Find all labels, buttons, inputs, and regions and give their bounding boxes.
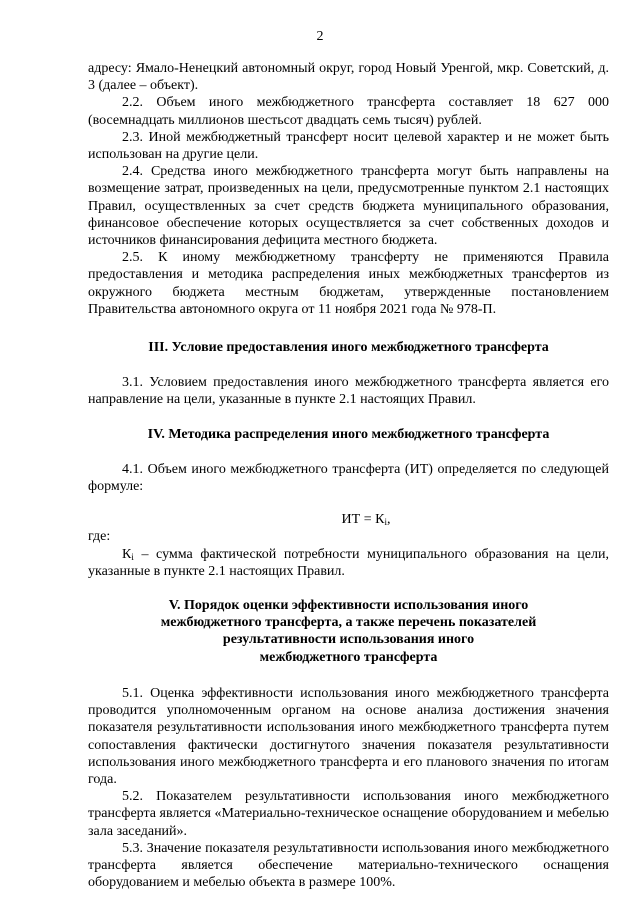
paragraph-2-3: 2.3. Иной межбюджетный трансферт носит целевой характер и не может быть использован на другие цели.	[88, 129, 609, 163]
formula-lhs: ИТ = К	[341, 512, 385, 528]
section-3-heading: III. Условие предоставления иного межбюджетного трансферта	[148, 340, 549, 356]
section-5-heading	[88, 597, 609, 666]
section-5-heading-line: результативности использования иного	[222, 632, 475, 648]
paragraph-3-1: 3.1. Условием предоставления иного межбюджетного трансферта является его направление на цели, указанные в пункте 2.1 настоящих Правил.	[88, 375, 609, 408]
paragraph-2-5: 2.5. К иному межбюджетному трансферту не применяются Правила предоставления и методика распределения иных межбюджетных трансфертов из окружного бюджета местным бюджетам, утвержденные постановлением Правительства автономного округа от 11 ноября 2021 года № 978-П.	[88, 250, 609, 317]
section-5-heading-line: межбюджетного трансферта	[259, 649, 438, 665]
paragraph-4-1: 4.1. Объем иного межбюджетного трансферта (ИТ) определяется по следующей формуле:	[88, 461, 609, 495]
where-label: где:	[88, 529, 111, 545]
formula	[88, 511, 609, 528]
paragraph-address: адресу: Ямало-Ненецкий автономный округ, город Новый Уренгой, мкр. Советский, д. 3 (далее – объект).	[88, 61, 609, 94]
paragraph-5-3: 5.3. Значение показателя результативности использования иного межбюджетного трансферта является обеспечение материально-технического оснащения оборудованием и мебелью объекта в размере 100%.	[88, 840, 609, 891]
ki-subscript: i	[131, 551, 134, 562]
paragraph-2-2: 2.2. Объем иного межбюджетного трансферта составляет 18 627 000 (восемнадцать миллионов шестьсот двадцать семь тысяч) рублей.	[88, 95, 609, 128]
paragraph-5-1: 5.1. Оценка эффективности использования иного межбюджетного трансферта проводится уполномоченным органом на основе анализа достижения значения показателя результативности использования иного межбюджетного трансферта путем сопоставления фактически достигнутого значения показателя результативности использования иного межбюджетного трансферта и его планового значения по итогам года.	[88, 685, 609, 787]
ki-text: – сумма фактической потребности муниципального образования на цели, указанные в пункте 2.1 настоящих Правил.	[88, 546, 609, 579]
formula-tail: ,	[386, 512, 391, 528]
document-body	[88, 60, 609, 891]
section-4-heading: IV. Методика распределения иного межбюджетного трансферта	[147, 426, 550, 442]
section-5-heading-line: межбюджетного трансферта, а также перечень показателей	[160, 615, 537, 631]
paragraph-2-4: 2.4. Средства иного межбюджетного трансферта могут быть направлены на возмещение затрат, произведенных на цели, предусмотренные пунктом 2.1 настоящих Правил, осуществленных за счет средств бюджета муниципального образования, финансовое обеспечение которых осуществляется за счет собственных доходов и источников финансирования дефицита местного бюджета.	[88, 164, 609, 249]
paragraph-5-2: 5.2. Показателем результативности использования иного межбюджетного трансферта является «Материально-техническое оснащение оборудованием и мебелью зала заседаний».	[88, 789, 609, 839]
section-5-heading-line: V. Порядок оценки эффективности использования иного	[168, 598, 529, 614]
ki-symbol: К	[122, 546, 132, 562]
formula-subscript: i	[384, 517, 387, 528]
page-number: 2	[316, 29, 324, 44]
paragraph-ki-definition	[88, 546, 609, 580]
